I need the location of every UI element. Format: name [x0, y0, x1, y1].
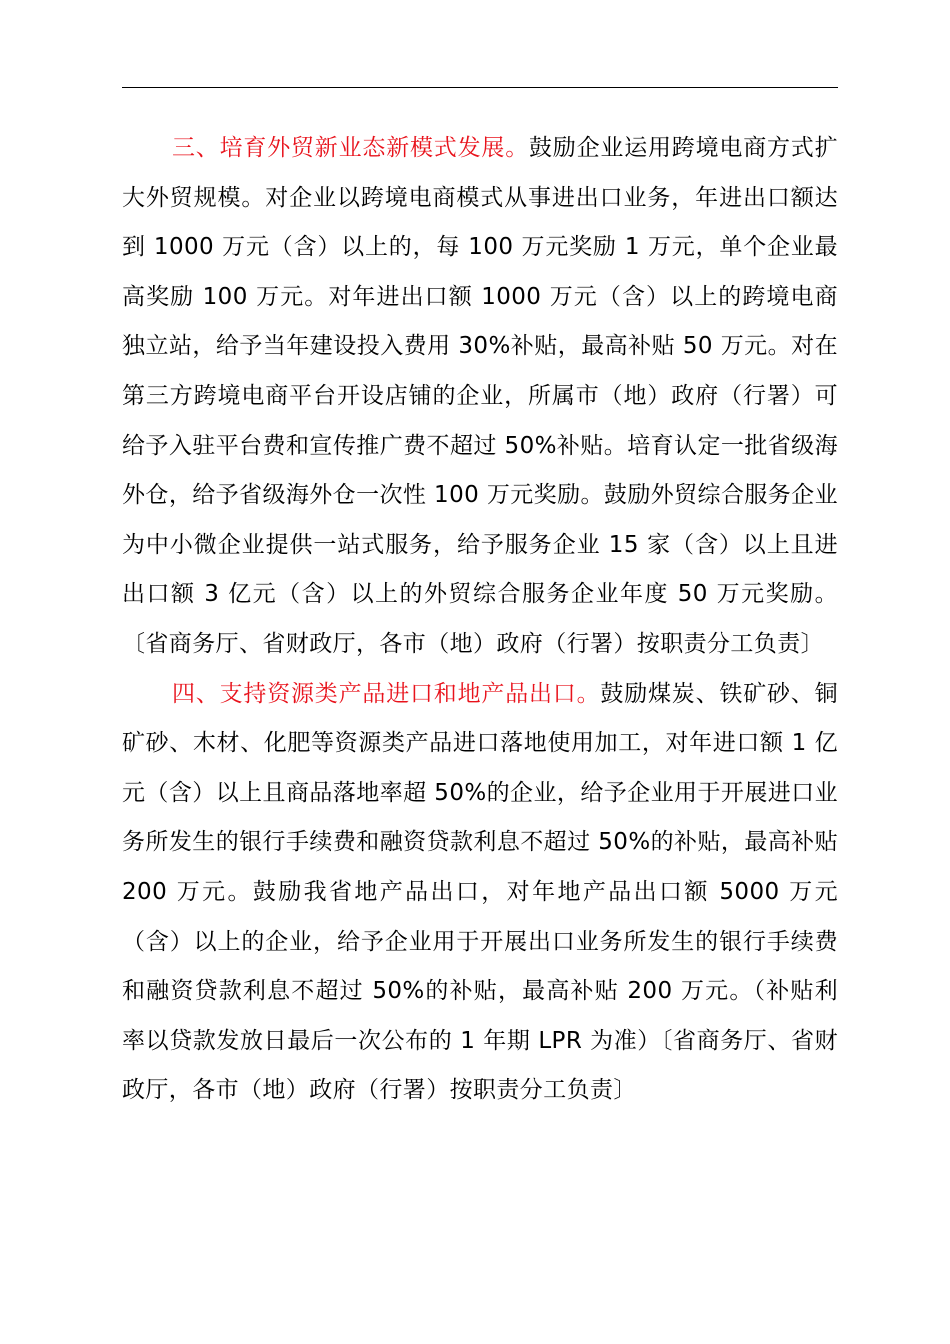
section-3-body: 鼓励企业运用跨境电商方式扩大外贸规模。对企业以跨境电商模式从事进出口业务，年进出口额达到 1000 万元（含）以上的，每 100 万元奖励 1 万元，单个企业最高奖励 100 万元。对年进出口额 1000 万元（含）以上的跨境电商独立站，给予当年建设投入费用 30%补贴，最高补贴 50 万元。对在第三方跨境电商平台开设店铺的企业，所属市（地）政府（行署）可给予入驻平台费和宣传推广费不超过 50%补贴。培育认定一批省级海外仓，给予省级海外仓一次性 100 万元奖励。鼓励外贸综合服务企业为中小微企业提供一站式服务，给予服务企业 15 家（含）以上且进出口额 3 亿元（含）以上的外贸综合服务企业年度 50 万元奖励。〔省商务厅、省财政厅，各市（地）政府（行署）按职责分工负责〕	[122, 135, 838, 657]
document-body	[122, 124, 838, 1116]
section-4-heading: 四、支持资源类产品进口和地产品出口。	[172, 680, 601, 707]
paragraph-section-3	[122, 124, 838, 670]
paragraph-section-4	[122, 670, 838, 1116]
section-3-heading: 三、培育外贸新业态新模式发展。	[172, 135, 529, 161]
section-4-body: 鼓励煤炭、铁矿砂、铜矿砂、木材、化肥等资源类产品进口落地使用加工，对年进口额 1 亿元（含）以上且商品落地率超 50%的企业，给予企业用于开展进口业务所发生的银行手续费和融资贷款利息不超过 50%的补贴，最高补贴 200 万元。鼓励我省地产品出口，对年地产品出口额 5000 万元（含）以上的企业，给予企业用于开展出口业务所发生的银行手续费和融资贷款利息不超过 50%的补贴，最高补贴 200 万元。（补贴利率以贷款发放日最后一次公布的 1 年期 LPR 为准）〔省商务厅、省财政厅，各市（地）政府（行署）按职责分工负责〕	[122, 680, 839, 1104]
header-rule	[122, 87, 838, 88]
